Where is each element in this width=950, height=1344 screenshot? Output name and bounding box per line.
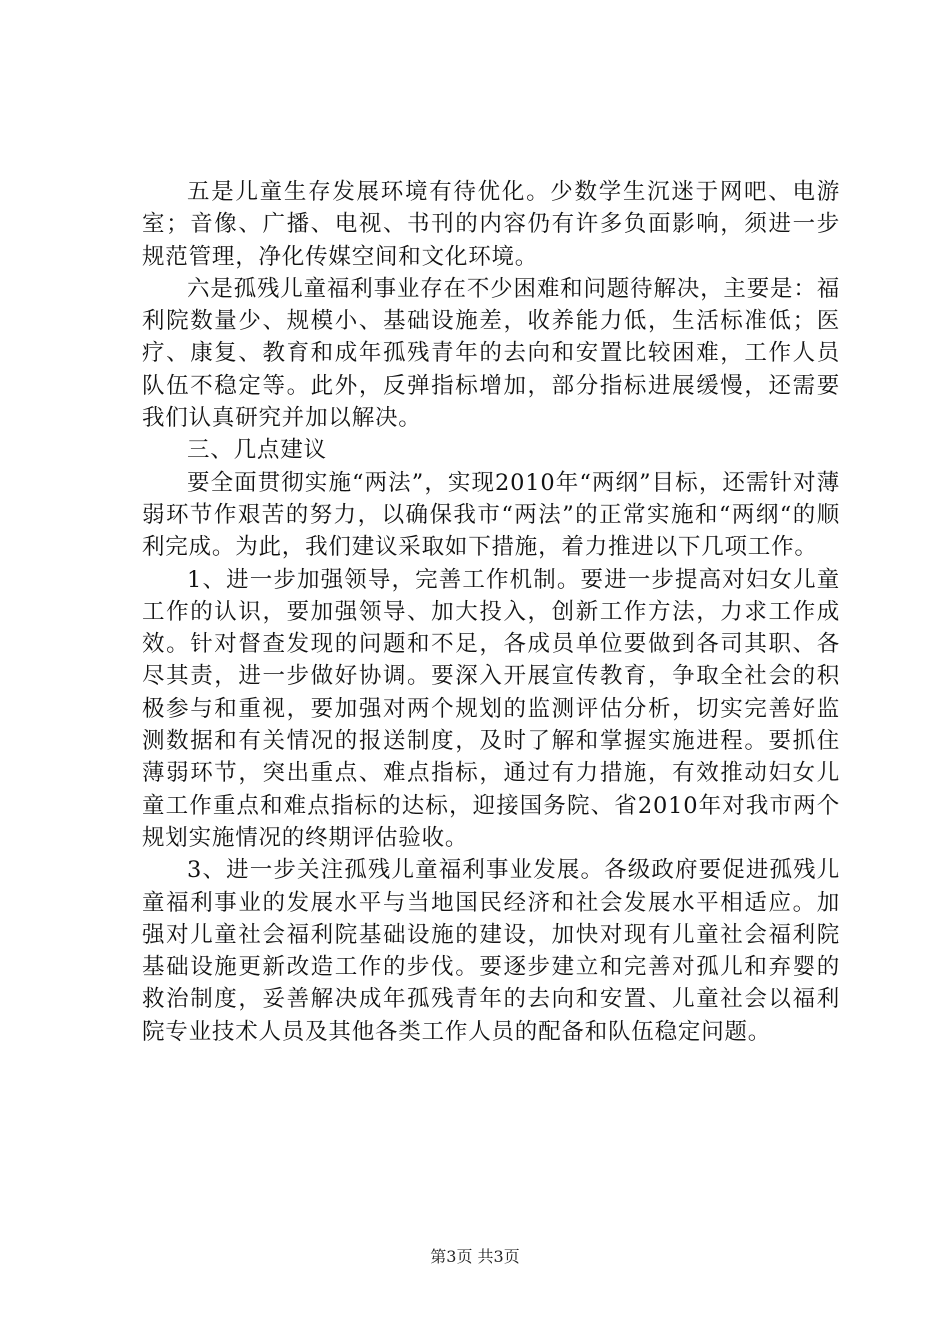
paragraph-welfare-development: 3、进一步关注孤残儿童福利事业发展。各级政府要促进孤残儿童福利事业的发展水平与当地国民经济和社会发展水平相适应。加强对儿童社会福利院基础设施的建设，加快对现有儿童社会福利院基础设施更新改造工作的步伐。要逐步建立和完善对孤儿和弃婴的救治制度，妥善解决成年孤残青年的去向和安置、儿童社会以福利院专业技术人员及其他各类工作人员的配备和队伍稳定问题。 [142, 857, 840, 1045]
paragraph-implementation: 要全面贯彻实施“两法”，实现2010年“两纲”目标，还需针对薄弱环节作艰苦的努力，以确保我市“两法”的正常实施和“两纲“的顺利完成。为此，我们建议采取如下措施，着力推进以下几项工作。 [142, 469, 840, 561]
paragraph-environment: 五是儿童生存发展环境有待优化。少数学生沉迷于网吧、电游室；音像、广播、电视、书刊的内容仍有许多负面影响，须进一步规范管理，净化传媒空间和文化环境。 [142, 179, 840, 270]
paragraph-leadership: 1、进一步加强领导，完善工作机制。要进一步提高对妇女儿童工作的认识，要加强领导、加大投入，创新工作方法，力求工作成效。针对督查发现的问题和不足，各成员单位要做到各司其职、各尽其责，进一步做好协调。要深入开展宣传教育，争取全社会的积极参与和重视，要加强对两个规划的监测评估分析，切实完善好监测数据和有关情况的报送制度，及时了解和掌握实施进程。要抓住薄弱环节，突出重点、难点指标，通过有力措施，有效推动妇女儿童工作重点和难点指标的达标，迎接国务院、省2010年对我市两个规划实施情况的终期评估验收。 [142, 566, 840, 851]
paragraph-orphan-welfare: 六是孤残儿童福利事业存在不少困难和问题待解决，主要是：福利院数量少、规模小、基础设施差，收养能力低，生活标准低；医疗、康复、教育和成年孤残青年的去向和安置比较困难，工作人员队伍不稳定等。此外，反弹指标增加，部分指标进展缓慢，还需要我们认真研究并加以解决。 [142, 275, 840, 432]
document-body [142, 176, 840, 1048]
page-footer: 第3页 共3页 [430, 1247, 520, 1266]
section-heading-suggestions: 三、几点建议 [187, 437, 327, 464]
